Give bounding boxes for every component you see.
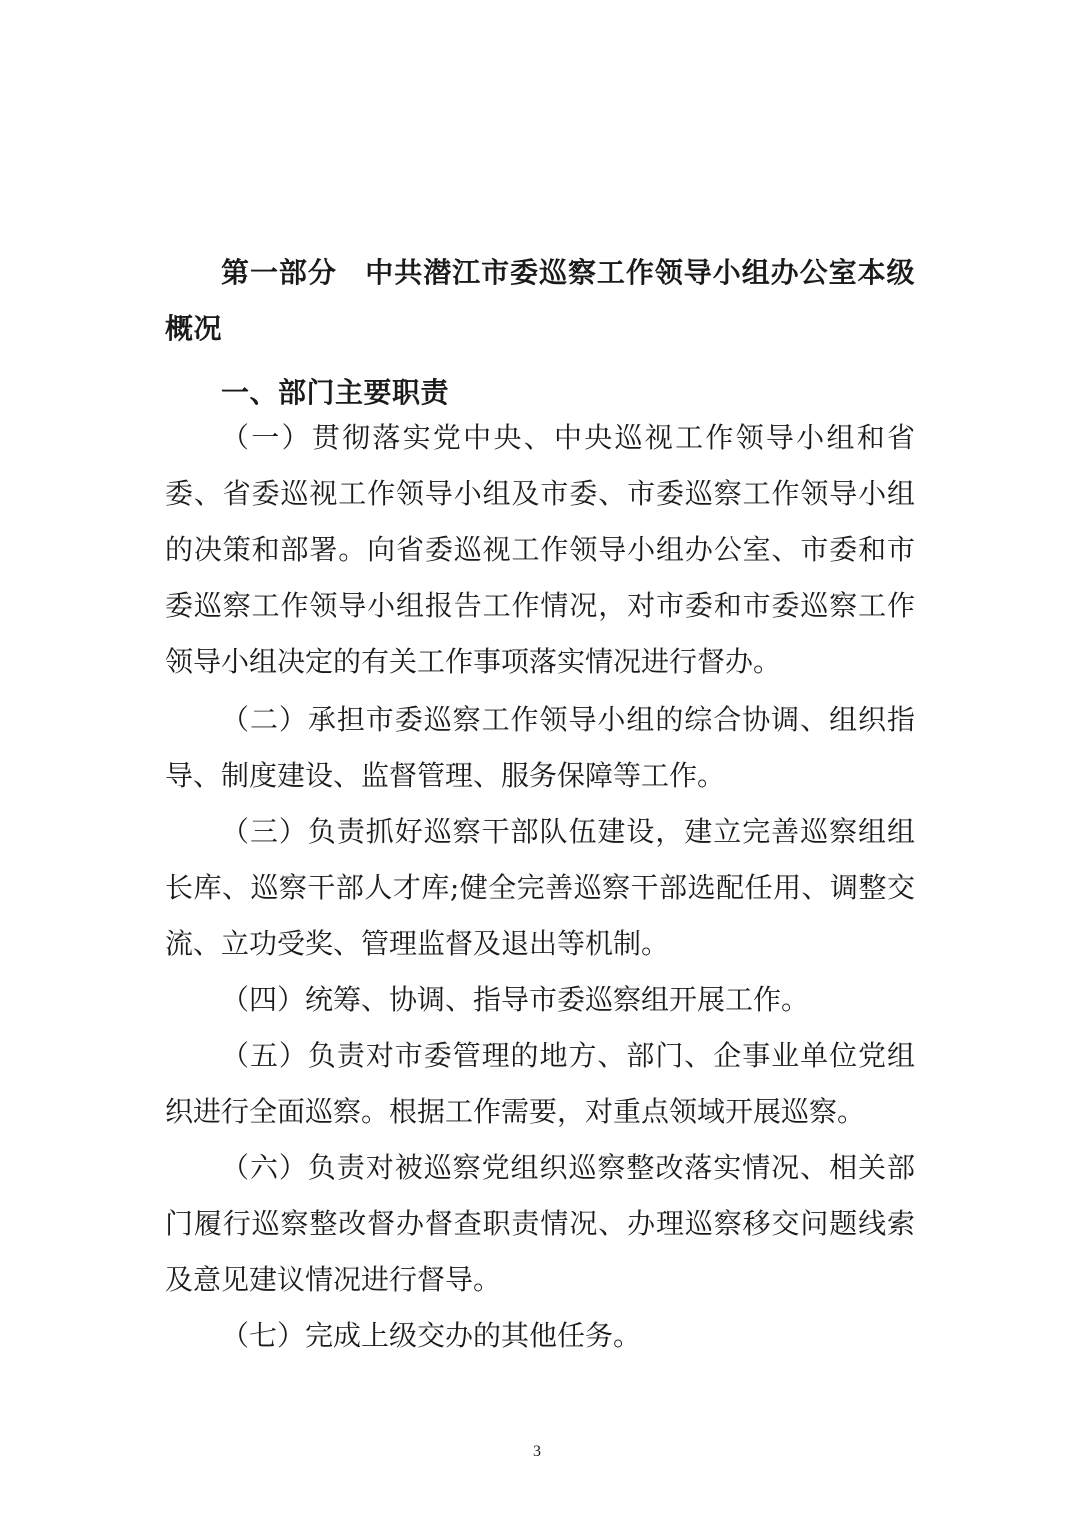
part-label: 第一部分: [221, 256, 337, 289]
duty-item-5: （五）负责对市委管理的地方、部门、企事业单位党组织进行全面巡察。根据工作需要，对重点领域开展巡察。: [165, 1039, 915, 1128]
duty-item-1: （一）贯彻落实党中央、中央巡视工作领导小组和省委、省委巡视工作领导小组及市委、市委巡察工作领导小组的决策和部署。向省委巡视工作领导小组办公室、市委和市委巡察工作领导小组报告工作情况，对市委和市委巡察工作领导小组决定的有关工作事项落实情况进行督办。: [165, 421, 915, 678]
duty-item-3: （三）负责抓好巡察干部队伍建设，建立完善巡察组组长库、巡察干部人才库;健全完善巡察干部选配任用、调整交流、立功受奖、管理监督及退出等机制。: [165, 815, 915, 960]
part-title: [165, 245, 915, 357]
page-number: 3: [533, 1443, 541, 1460]
section-heading: 一、部门主要职责: [221, 376, 450, 409]
duty-item-6: （六）负责对被巡察党组织巡察整改落实情况、相关部门履行巡察整改督办督查职责情况、办理巡察移交问题线索及意见建议情况进行督导。: [165, 1151, 915, 1296]
duty-item-4: （四）统筹、协调、指导市委巡察组开展工作。: [221, 983, 810, 1016]
part-title-text: 中共潜江市委巡察工作领导小组办公室本级概况: [165, 256, 915, 345]
duty-item-2: （二）承担市委巡察工作领导小组的综合协调、组织指导、制度建设、监督管理、服务保障等工作。: [165, 703, 915, 792]
duty-item-7: （七）完成上级交办的其他任务。: [221, 1319, 642, 1352]
